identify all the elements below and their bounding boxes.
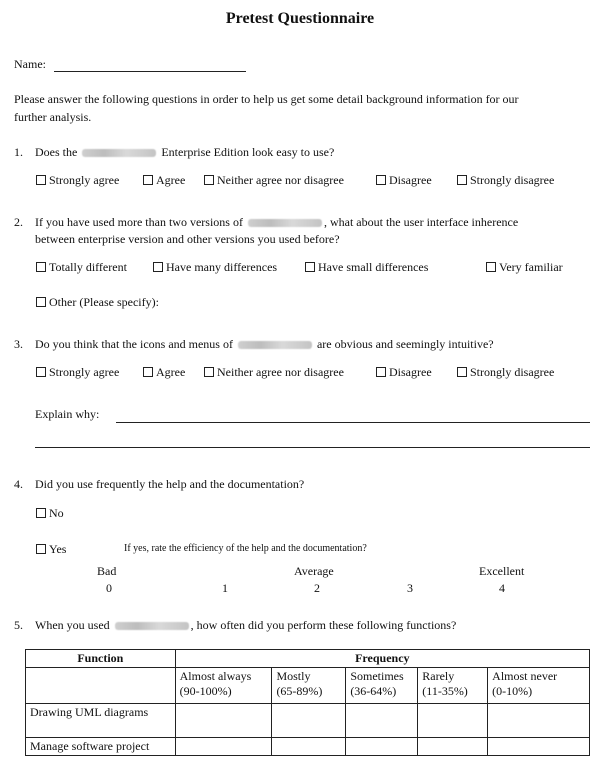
- empty-header-cell: [26, 668, 176, 704]
- intro-line-1: Please answer the following questions in order to help us get some detail background information for our: [14, 92, 519, 106]
- checkbox-icon: [305, 262, 315, 272]
- question-5-text: [35, 618, 456, 633]
- checkbox-icon: [36, 367, 46, 377]
- q2-option-small-differences[interactable]: [305, 260, 428, 275]
- scale-label-average: Average: [294, 564, 334, 578]
- checkbox-icon: [36, 508, 46, 518]
- checkbox-icon: [486, 262, 496, 272]
- option-label: Have many differences: [166, 260, 278, 274]
- q1-option-neutral[interactable]: [204, 173, 344, 188]
- answer-cell[interactable]: [488, 738, 590, 756]
- answer-cell[interactable]: [175, 704, 272, 738]
- explain-field-line-1[interactable]: [116, 422, 590, 423]
- answer-cell[interactable]: [346, 704, 418, 738]
- redacted-product-name: [248, 219, 322, 227]
- question-2-number: 2.: [14, 215, 23, 229]
- q3-option-disagree[interactable]: [376, 365, 432, 380]
- question-4-number: 4.: [14, 477, 23, 491]
- row-label: Drawing UML diagrams: [26, 704, 176, 738]
- question-1-text: [35, 145, 334, 160]
- col-header-rarely: Rarely (11-35%): [418, 668, 488, 704]
- q3-option-neutral[interactable]: [204, 365, 344, 380]
- question-2-text: [35, 215, 518, 230]
- question-5-post: , how often did you perform these following functions?: [190, 618, 457, 632]
- question-2-post: , what about the user interface inherence: [323, 215, 519, 229]
- explain-field-line-2[interactable]: [35, 447, 590, 448]
- option-label: Totally different: [49, 260, 127, 274]
- scale-value-2[interactable]: 2: [314, 581, 320, 595]
- scale-value-4[interactable]: 4: [499, 581, 505, 595]
- checkbox-icon: [204, 367, 214, 377]
- option-label: Yes: [49, 542, 67, 556]
- question-4-text: Did you use frequently the help and the documentation?: [35, 477, 305, 491]
- option-label: Disagree: [389, 173, 432, 187]
- answer-cell[interactable]: [488, 704, 590, 738]
- q1-option-agree[interactable]: [143, 173, 185, 188]
- option-label: Have small differences: [318, 260, 429, 274]
- checkbox-icon: [36, 297, 46, 307]
- question-5-number: 5.: [14, 618, 23, 632]
- scale-label-bad: Bad: [97, 564, 117, 578]
- option-label: Agree: [156, 173, 186, 187]
- explain-label: Explain why:: [35, 407, 100, 421]
- q2-option-very-familiar[interactable]: [486, 260, 563, 275]
- option-label: Neither agree nor disagree: [217, 365, 344, 379]
- q3-option-strongly-disagree[interactable]: [457, 365, 554, 380]
- q4-option-no[interactable]: [36, 506, 64, 521]
- checkbox-icon: [36, 175, 46, 185]
- question-2-pre: If you have used more than two versions of: [35, 215, 243, 229]
- question-3-post: are obvious and seemingly intuitive?: [316, 337, 494, 351]
- answer-cell[interactable]: [418, 704, 488, 738]
- redacted-product-name: [238, 341, 312, 349]
- answer-cell[interactable]: [272, 704, 346, 738]
- redacted-product-name: [82, 149, 156, 157]
- name-field[interactable]: [54, 71, 246, 72]
- answer-cell[interactable]: [272, 738, 346, 756]
- question-1-pre: Does the: [35, 145, 78, 159]
- scale-value-1[interactable]: 1: [222, 581, 228, 595]
- option-label: Strongly agree: [49, 365, 120, 379]
- intro-line-2: further analysis.: [14, 110, 92, 124]
- scale-label-excellent: Excellent: [479, 564, 525, 578]
- table-row: [26, 738, 590, 756]
- option-label: Very familiar: [499, 260, 563, 274]
- option-label: Strongly agree: [49, 173, 120, 187]
- q4-option-yes[interactable]: [36, 542, 66, 557]
- name-label: Name:: [14, 57, 46, 71]
- checkbox-icon: [153, 262, 163, 272]
- frequency-table: [25, 649, 590, 756]
- answer-cell[interactable]: [418, 738, 488, 756]
- col-header-sometimes: Sometimes (36-64%): [346, 668, 418, 704]
- option-label: No: [49, 506, 64, 520]
- scale-value-0[interactable]: 0: [106, 581, 112, 595]
- option-label: Strongly disagree: [470, 365, 555, 379]
- checkbox-icon: [457, 175, 467, 185]
- col-header-almost-never: Almost never (0-10%): [488, 668, 590, 704]
- table-row: [26, 704, 590, 738]
- checkbox-icon: [36, 544, 46, 554]
- q3-option-strongly-agree[interactable]: [36, 365, 119, 380]
- q2-option-totally-different[interactable]: [36, 260, 127, 275]
- q1-option-strongly-disagree[interactable]: [457, 173, 554, 188]
- question-2-line-2: between enterprise version and other versions you used before?: [35, 232, 340, 246]
- q3-option-agree[interactable]: [143, 365, 185, 380]
- redacted-product-name: [115, 622, 189, 630]
- question-1-number: 1.: [14, 145, 23, 159]
- option-label: Disagree: [389, 365, 432, 379]
- option-label: Agree: [156, 365, 186, 379]
- answer-cell[interactable]: [175, 738, 272, 756]
- rate-prompt: If yes, rate the efficiency of the help and the documentation?: [124, 543, 367, 554]
- option-label: Neither agree nor disagree: [217, 173, 344, 187]
- checkbox-icon: [36, 262, 46, 272]
- q2-option-many-differences[interactable]: [153, 260, 277, 275]
- frequency-header: Frequency: [175, 650, 589, 668]
- checkbox-icon: [376, 175, 386, 185]
- row-label: Manage software project: [26, 738, 176, 756]
- checkbox-icon: [143, 175, 153, 185]
- checkbox-icon: [376, 367, 386, 377]
- option-label: Other (Please specify):: [49, 295, 159, 309]
- scale-value-3[interactable]: 3: [407, 581, 413, 595]
- checkbox-icon: [457, 367, 467, 377]
- page-title: Pretest Questionnaire: [225, 10, 375, 27]
- q2-option-other[interactable]: [36, 295, 159, 310]
- q1-option-disagree[interactable]: [376, 173, 432, 188]
- answer-cell[interactable]: [346, 738, 418, 756]
- checkbox-icon: [143, 367, 153, 377]
- question-5-pre: When you used: [35, 618, 110, 632]
- question-3-number: 3.: [14, 337, 23, 351]
- q1-option-strongly-agree[interactable]: [36, 173, 119, 188]
- checkbox-icon: [204, 175, 214, 185]
- option-label: Strongly disagree: [470, 173, 555, 187]
- col-header-almost-always: Almost always (90-100%): [175, 668, 272, 704]
- question-3-pre: Do you think that the icons and menus of: [35, 337, 233, 351]
- question-3-text: [35, 337, 494, 352]
- function-header: Function: [26, 650, 176, 668]
- question-1-post: Enterprise Edition look easy to use?: [161, 145, 335, 159]
- col-header-mostly: Mostly (65-89%): [272, 668, 346, 704]
